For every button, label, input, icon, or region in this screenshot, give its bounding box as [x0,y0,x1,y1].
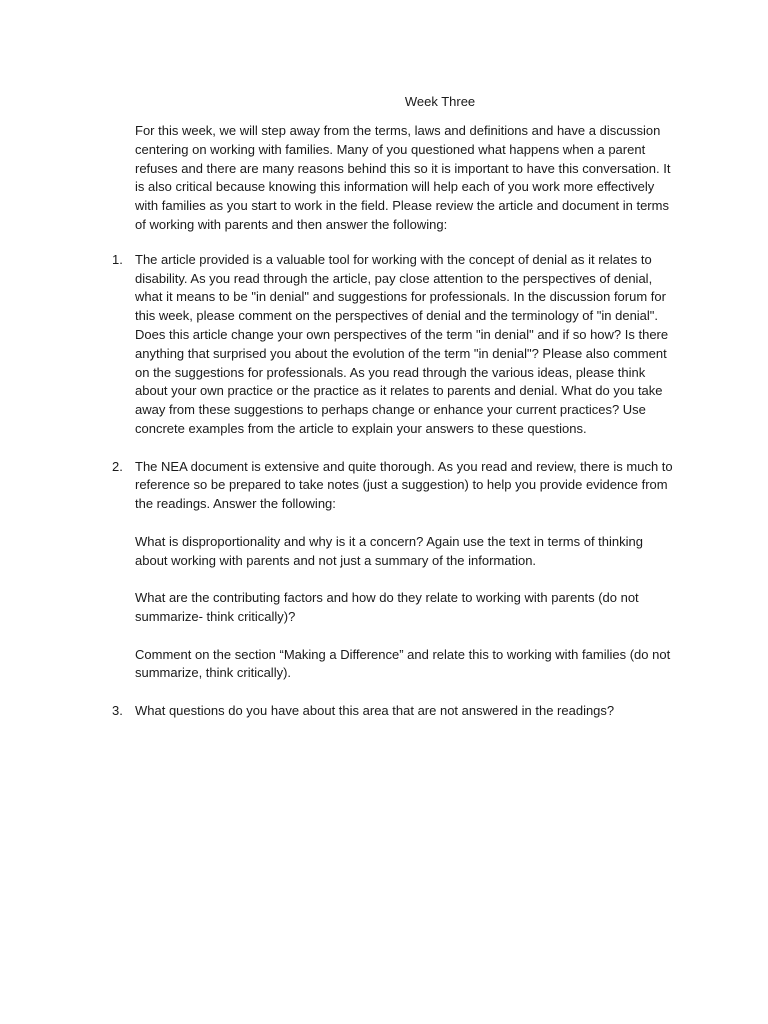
question-2-text: The NEA document is extensive and quite thorough. As you read and review, there is much to reference so be prepared to take notes (just a suggestion) to help you provide evidence from the readings. Answer the following: [135,458,673,512]
question-list [112,251,675,721]
list-number-3: 3. [112,702,123,718]
list-item-1 [112,251,675,439]
question-3-text: What questions do you have about this area that are not answered in the readings? [135,702,615,718]
intro-paragraph: For this week, we will step away from the terms, laws and definitions and have a discussion centering on working with families. Many of you questioned what happens when a parent refuses and there are many reasons behind this so it is important to have this conversation. It is also critical because knowing this information will help each of you work more effectively with families as you start to work in the field. Please review the article and document in terms of working with parents and then answer the following: [135,123,671,232]
document-body [112,122,675,721]
question-2-sub-1: What is disproportionality and why is it a concern? Again use the text in terms of thinking about working with parents and not just a summary of the information. [135,533,643,568]
list-item-2 [112,458,675,684]
question-2-sub-2: What are the contributing factors and how do they relate to working with parents (do not summarize- think critically)? [135,590,639,624]
list-number-2: 2. [112,458,123,474]
page-title: Week Three [404,94,476,109]
question-2-sub-3: Comment on the section “Making a Difference” and relate this to working with families (do not summarize, think critically). [135,646,671,681]
list-number-1: 1. [112,251,123,267]
question-1-text: The article provided is a valuable tool for working with the concept of denial as it relates to disability. As you read through the article, pay close attention to the perspectives of denial, what it means to be "in denial" and suggestions for professionals. In the discussion forum for this week, please comment on the perspectives of denial and the terminology of "in denial". Does this article change your own perspectives of the term "in denial" and if so how? Is there anything that surprised you about the evolution of the term "in denial"? Please also comment on the suggestions for professionals. As you read through the various ideas, please think about your own practice or the practice as it relates to parents and denial. What do you take away from these suggestions to perhaps change or enhance your current practices? Use concrete examples from the article to explain your answers to these questions. [135,251,669,436]
list-item-3 [112,702,675,721]
